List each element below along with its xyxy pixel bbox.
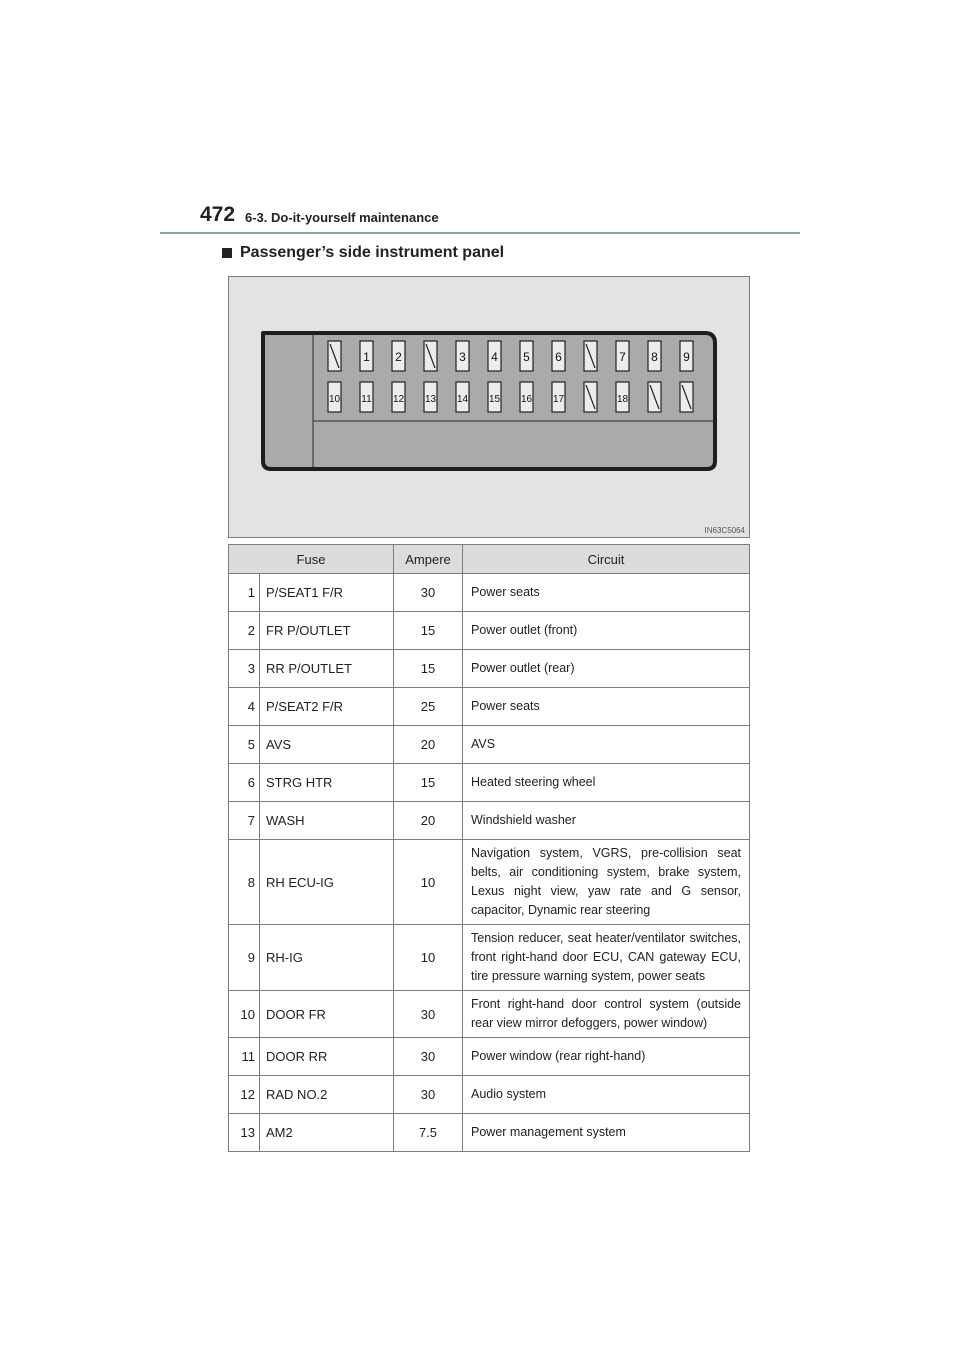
fuse-name: STRG HTR (260, 764, 394, 802)
fuse-circuit: Power management system (463, 1114, 750, 1152)
fuse-name: DOOR FR (260, 991, 394, 1038)
fuse-slot-label: 10 (328, 394, 341, 405)
fuse-ampere: 30 (394, 574, 463, 612)
header-fuse: Fuse (229, 545, 394, 574)
section-heading (222, 244, 504, 262)
fuse-ampere: 15 (394, 650, 463, 688)
fuse-name: RH-IG (260, 925, 394, 991)
header-ampere: Ampere (394, 545, 463, 574)
fuse-number: 12 (229, 1076, 260, 1114)
fuse-slot-label: 16 (520, 394, 533, 405)
fuse-slot-label: 3 (459, 350, 466, 364)
fuse-circuit: Windshield washer (463, 802, 750, 840)
fuse-number: 11 (229, 1038, 260, 1076)
fuse-name: AVS (260, 726, 394, 764)
table-row (229, 991, 750, 1038)
fuse-number: 13 (229, 1114, 260, 1152)
fuse-slot-label: 14 (456, 394, 469, 405)
fuse-name: RH ECU-IG (260, 840, 394, 925)
fuse-name: DOOR RR (260, 1038, 394, 1076)
fuse-circuit: Power window (rear right-hand) (463, 1038, 750, 1076)
fuse-number: 10 (229, 991, 260, 1038)
header-divider (160, 232, 800, 234)
fuse-number: 8 (229, 840, 260, 925)
fuse-circuit: Heated steering wheel (463, 764, 750, 802)
fuse-circuit: Navigation system, VGRS, pre-collision seat belts, air conditioning system, brake system, Lexus night view, yaw rate and G sensor, capacitor, Dynamic rear steering (463, 840, 750, 925)
fuse-circuit: Audio system (463, 1076, 750, 1114)
fuse-name: AM2 (260, 1114, 394, 1152)
table-row (229, 764, 750, 802)
fuse-ampere: 30 (394, 1038, 463, 1076)
fuse-name: P/SEAT2 F/R (260, 688, 394, 726)
fuse-slot-label: 7 (619, 350, 626, 364)
fuse-ampere: 15 (394, 612, 463, 650)
fuse-slot-label: 13 (424, 394, 437, 405)
fuse-slot-label: 15 (488, 394, 501, 405)
table-row (229, 650, 750, 688)
fuse-ampere: 30 (394, 991, 463, 1038)
fuse-circuit: Power outlet (rear) (463, 650, 750, 688)
fuse-ampere: 20 (394, 726, 463, 764)
fuse-number: 4 (229, 688, 260, 726)
fuse-circuit: Power seats (463, 574, 750, 612)
fuse-ampere: 7.5 (394, 1114, 463, 1152)
table-row (229, 1076, 750, 1114)
fuse-name: RAD NO.2 (260, 1076, 394, 1114)
fuse-slot-label: 6 (555, 350, 562, 364)
table-row (229, 612, 750, 650)
table-row (229, 726, 750, 764)
fuse-slot-label: 1 (363, 350, 370, 364)
fuse-ampere: 10 (394, 840, 463, 925)
fuse-name: P/SEAT1 F/R (260, 574, 394, 612)
fuse-slot-label: 17 (552, 394, 565, 405)
fuse-circuit: Front right-hand door control system (outside rear view mirror defoggers, power window) (463, 991, 750, 1038)
fuse-ampere: 30 (394, 1076, 463, 1114)
square-bullet-icon (222, 248, 232, 258)
table-row (229, 1038, 750, 1076)
page-number: 472 (200, 203, 236, 226)
table-row (229, 840, 750, 925)
fuse-slot-label: 11 (361, 394, 372, 405)
fuse-slot-label: 12 (392, 394, 405, 405)
fuse-slot-label: 8 (651, 350, 658, 364)
fuse-table-header (229, 545, 750, 574)
fuse-number: 1 (229, 574, 260, 612)
table-row (229, 802, 750, 840)
table-row (229, 925, 750, 991)
fuse-circuit: AVS (463, 726, 750, 764)
fuse-slot-label: 4 (491, 350, 498, 364)
fuse-circuit: Power seats (463, 688, 750, 726)
fuse-number: 6 (229, 764, 260, 802)
table-row (229, 688, 750, 726)
fuse-circuit: Tension reducer, seat heater/ventilator switches, front right-hand door ECU, CAN gateway ECU, tire pressure warning system, power seats (463, 925, 750, 991)
fuse-ampere: 25 (394, 688, 463, 726)
section-title-text: Passenger’s side instrument panel (240, 244, 505, 261)
fuse-ampere: 10 (394, 925, 463, 991)
fuse-number: 5 (229, 726, 260, 764)
fuse-name: RR P/OUTLET (260, 650, 394, 688)
fuse-ampere: 20 (394, 802, 463, 840)
fuse-slot-label: 18 (616, 394, 629, 405)
fuse-number: 9 (229, 925, 260, 991)
table-row (229, 574, 750, 612)
fuse-number: 7 (229, 802, 260, 840)
fuse-number: 2 (229, 612, 260, 650)
fuse-slot-label: 5 (523, 350, 530, 364)
fuse-table (228, 544, 750, 1152)
table-row (229, 1114, 750, 1152)
fuse-circuit: Power outlet (front) (463, 612, 750, 650)
fuse-box-drawing (229, 277, 749, 537)
fuse-number: 3 (229, 650, 260, 688)
chapter-title: 6-3. Do-it-yourself maintenance (245, 210, 439, 225)
fuse-name: FR P/OUTLET (260, 612, 394, 650)
fuse-slot-label: 9 (683, 350, 690, 364)
fuse-slot-label: 2 (395, 350, 402, 364)
fuse-ampere: 15 (394, 764, 463, 802)
header-circuit: Circuit (463, 545, 750, 574)
figure-code: IN63C5064 (704, 526, 745, 535)
fuse-name: WASH (260, 802, 394, 840)
fuse-box-diagram (228, 276, 750, 538)
